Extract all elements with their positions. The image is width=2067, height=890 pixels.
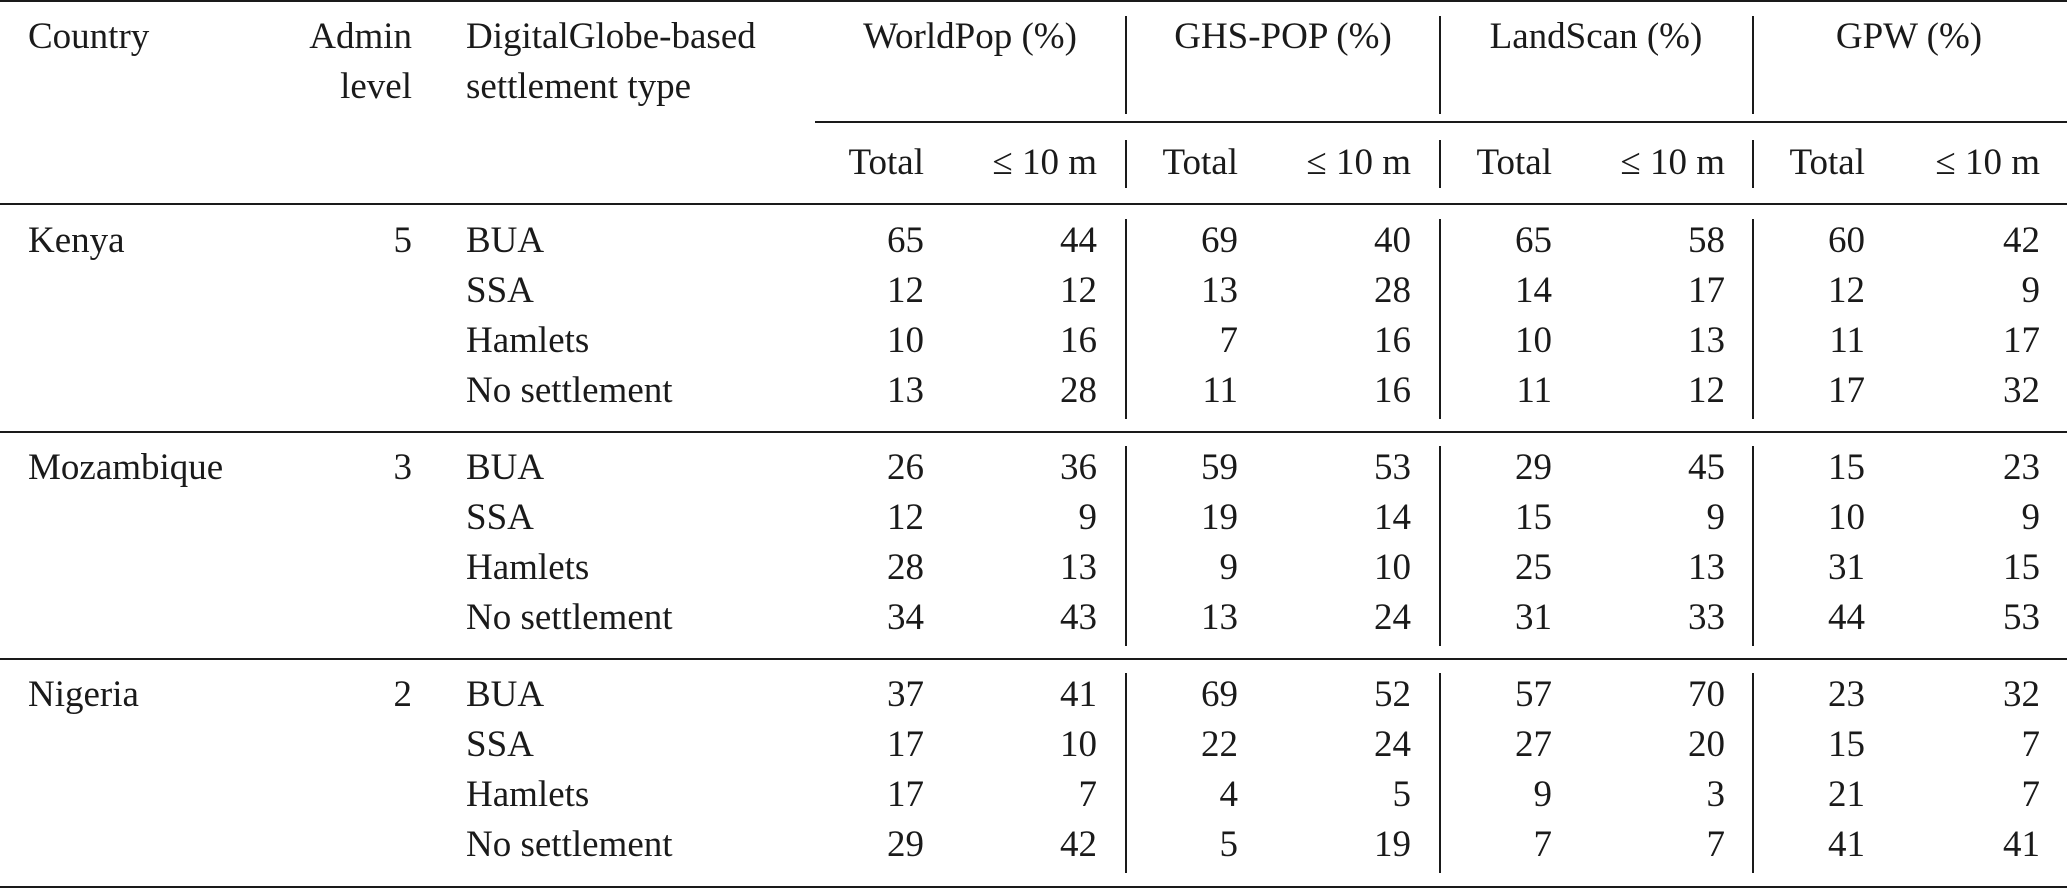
table-cell: 29 xyxy=(887,824,924,865)
subheader-total: Total xyxy=(1162,142,1238,183)
subheader-within-10m: ≤ 10 m xyxy=(1306,142,1411,183)
top-rule xyxy=(0,0,2067,2)
table-cell: 27 xyxy=(1515,724,1552,765)
table-cell: 59 xyxy=(1201,447,1238,488)
subheader-total: Total xyxy=(1789,142,1865,183)
table-cell: 17 xyxy=(1828,370,1865,411)
table-cell: 29 xyxy=(1515,447,1552,488)
table-cell: 10 xyxy=(1515,320,1552,361)
table-cell: 33 xyxy=(1688,597,1725,638)
settlement-type-label: Hamlets xyxy=(466,774,590,815)
table-cell: 9 xyxy=(2021,270,2040,311)
settlement-type-label: Hamlets xyxy=(466,320,590,361)
table-cell: 45 xyxy=(1688,447,1725,488)
subheader-total: Total xyxy=(1476,142,1552,183)
table-cell: 17 xyxy=(1688,270,1725,311)
body-separator xyxy=(1752,446,1754,646)
table-cell: 15 xyxy=(2003,547,2040,588)
table-cell: 70 xyxy=(1688,674,1725,715)
table-cell: 7 xyxy=(2021,724,2040,765)
group-rule-1 xyxy=(0,431,2067,433)
settlement-type-label: No settlement xyxy=(466,370,673,411)
country-label: Nigeria xyxy=(28,674,139,715)
table-cell: 60 xyxy=(1828,220,1865,261)
table-cell: 9 xyxy=(1706,497,1725,538)
table-cell: 10 xyxy=(887,320,924,361)
table-cell: 23 xyxy=(2003,447,2040,488)
table-cell: 4 xyxy=(1219,774,1238,815)
group-rule-2 xyxy=(0,658,2067,660)
table-cell: 24 xyxy=(1374,724,1411,765)
table-cell: 15 xyxy=(1828,724,1865,765)
table-cell: 12 xyxy=(1060,270,1097,311)
body-separator xyxy=(1125,673,1127,873)
table-cell: 22 xyxy=(1201,724,1238,765)
header-admin-level-line1: Admin xyxy=(309,16,412,57)
header-bottom-rule xyxy=(0,203,2067,205)
table-cell: 15 xyxy=(1828,447,1865,488)
table-cell: 12 xyxy=(1688,370,1725,411)
header-settlement-type-line1: DigitalGlobe-based xyxy=(466,16,756,57)
table-cell: 15 xyxy=(1515,497,1552,538)
admin-level-value: 3 xyxy=(393,447,412,488)
settlement-type-label: BUA xyxy=(466,220,545,261)
settlement-type-label: BUA xyxy=(466,447,545,488)
table-cell: 9 xyxy=(2021,497,2040,538)
table-cell: 11 xyxy=(1516,370,1552,411)
table-cell: 9 xyxy=(1219,547,1238,588)
table-cell: 23 xyxy=(1828,674,1865,715)
table-cell: 42 xyxy=(2003,220,2040,261)
table-cell: 14 xyxy=(1374,497,1411,538)
header-dataset-ghs-pop: GHS-POP (%) xyxy=(1174,16,1392,57)
header-dataset-landscan: LandScan (%) xyxy=(1489,16,1703,57)
table-cell: 16 xyxy=(1060,320,1097,361)
table-cell: 37 xyxy=(887,674,924,715)
table-cell: 32 xyxy=(2003,674,2040,715)
settlement-type-label: Hamlets xyxy=(466,547,590,588)
body-separator xyxy=(1752,673,1754,873)
table-cell: 16 xyxy=(1374,370,1411,411)
table-cell: 7 xyxy=(1078,774,1097,815)
table-cell: 3 xyxy=(1706,774,1725,815)
table-cell: 41 xyxy=(1060,674,1097,715)
table-cell: 43 xyxy=(1060,597,1097,638)
settlement-type-label: No settlement xyxy=(466,824,673,865)
settlement-type-label: SSA xyxy=(466,270,534,311)
settlement-type-label: SSA xyxy=(466,497,534,538)
table-cell: 52 xyxy=(1374,674,1411,715)
body-separator xyxy=(1125,446,1127,646)
table-cell: 65 xyxy=(887,220,924,261)
table-cell: 20 xyxy=(1688,724,1725,765)
table-cell: 69 xyxy=(1201,674,1238,715)
body-separator xyxy=(1439,219,1441,419)
table-cell: 31 xyxy=(1515,597,1552,638)
table-cell: 28 xyxy=(1374,270,1411,311)
table-cell: 53 xyxy=(2003,597,2040,638)
table-cell: 11 xyxy=(1829,320,1865,361)
header-dataset-gpw: GPW (%) xyxy=(1835,16,1983,57)
table-cell: 41 xyxy=(1828,824,1865,865)
table-cell: 28 xyxy=(1060,370,1097,411)
body-separator xyxy=(1439,673,1441,873)
table-cell: 44 xyxy=(1060,220,1097,261)
table-cell: 21 xyxy=(1828,774,1865,815)
table-cell: 32 xyxy=(2003,370,2040,411)
table-cell: 14 xyxy=(1515,270,1552,311)
table-cell: 36 xyxy=(1060,447,1097,488)
country-label: Kenya xyxy=(28,220,125,261)
table-cell: 16 xyxy=(1374,320,1411,361)
admin-level-value: 2 xyxy=(393,674,412,715)
table-cell: 41 xyxy=(2003,824,2040,865)
table-cell: 13 xyxy=(1060,547,1097,588)
subheader-within-10m: ≤ 10 m xyxy=(1620,142,1725,183)
table-cell: 7 xyxy=(1219,320,1238,361)
table-cell: 5 xyxy=(1392,774,1411,815)
table-cell: 11 xyxy=(1202,370,1238,411)
table-cell: 12 xyxy=(887,497,924,538)
table-cell: 42 xyxy=(1060,824,1097,865)
header-country: Country xyxy=(28,16,150,57)
table-cell: 10 xyxy=(1374,547,1411,588)
header-admin-level-line2: level xyxy=(340,66,412,107)
table-cell: 7 xyxy=(1533,824,1552,865)
table-cell: 13 xyxy=(887,370,924,411)
dataset-header-rule xyxy=(815,121,2067,123)
body-separator xyxy=(1439,446,1441,646)
table-cell: 28 xyxy=(887,547,924,588)
table-cell: 69 xyxy=(1201,220,1238,261)
table-cell: 25 xyxy=(1515,547,1552,588)
header-separator xyxy=(1125,16,1127,114)
table-cell: 12 xyxy=(887,270,924,311)
country-label: Mozambique xyxy=(28,447,224,488)
body-separator xyxy=(1125,219,1127,419)
table-cell: 9 xyxy=(1533,774,1552,815)
header-dataset-worldpop: WorldPop (%) xyxy=(863,16,1077,57)
table-cell: 9 xyxy=(1078,497,1097,538)
table-cell: 10 xyxy=(1828,497,1865,538)
table-cell: 12 xyxy=(1828,270,1865,311)
table-cell: 65 xyxy=(1515,220,1552,261)
table-cell: 7 xyxy=(1706,824,1725,865)
table-cell: 17 xyxy=(887,774,924,815)
table-cell: 13 xyxy=(1201,270,1238,311)
table-cell: 53 xyxy=(1374,447,1411,488)
table-cell: 13 xyxy=(1688,547,1725,588)
header-separator xyxy=(1439,16,1441,114)
subheader-within-10m: ≤ 10 m xyxy=(992,142,1097,183)
settlement-type-label: SSA xyxy=(466,724,534,765)
table-cell: 19 xyxy=(1201,497,1238,538)
header-separator xyxy=(1752,16,1754,114)
table-cell: 17 xyxy=(2003,320,2040,361)
table-cell: 24 xyxy=(1374,597,1411,638)
table-cell: 17 xyxy=(887,724,924,765)
table-cell: 5 xyxy=(1219,824,1238,865)
header-settlement-type-line2: settlement type xyxy=(466,66,692,107)
table-cell: 13 xyxy=(1688,320,1725,361)
subheader-within-10m: ≤ 10 m xyxy=(1935,142,2040,183)
settlement-type-label: No settlement xyxy=(466,597,673,638)
table-cell: 26 xyxy=(887,447,924,488)
admin-level-value: 5 xyxy=(393,220,412,261)
subheader-total: Total xyxy=(848,142,924,183)
table-cell: 34 xyxy=(887,597,924,638)
table-cell: 40 xyxy=(1374,220,1411,261)
bottom-rule xyxy=(0,886,2067,888)
table-cell: 7 xyxy=(2021,774,2040,815)
table-cell: 58 xyxy=(1688,220,1725,261)
table-cell: 19 xyxy=(1374,824,1411,865)
table-cell: 31 xyxy=(1828,547,1865,588)
table-cell: 10 xyxy=(1060,724,1097,765)
body-separator xyxy=(1752,219,1754,419)
table-cell: 13 xyxy=(1201,597,1238,638)
settlement-type-label: BUA xyxy=(466,674,545,715)
table-cell: 44 xyxy=(1828,597,1865,638)
table-cell: 57 xyxy=(1515,674,1552,715)
